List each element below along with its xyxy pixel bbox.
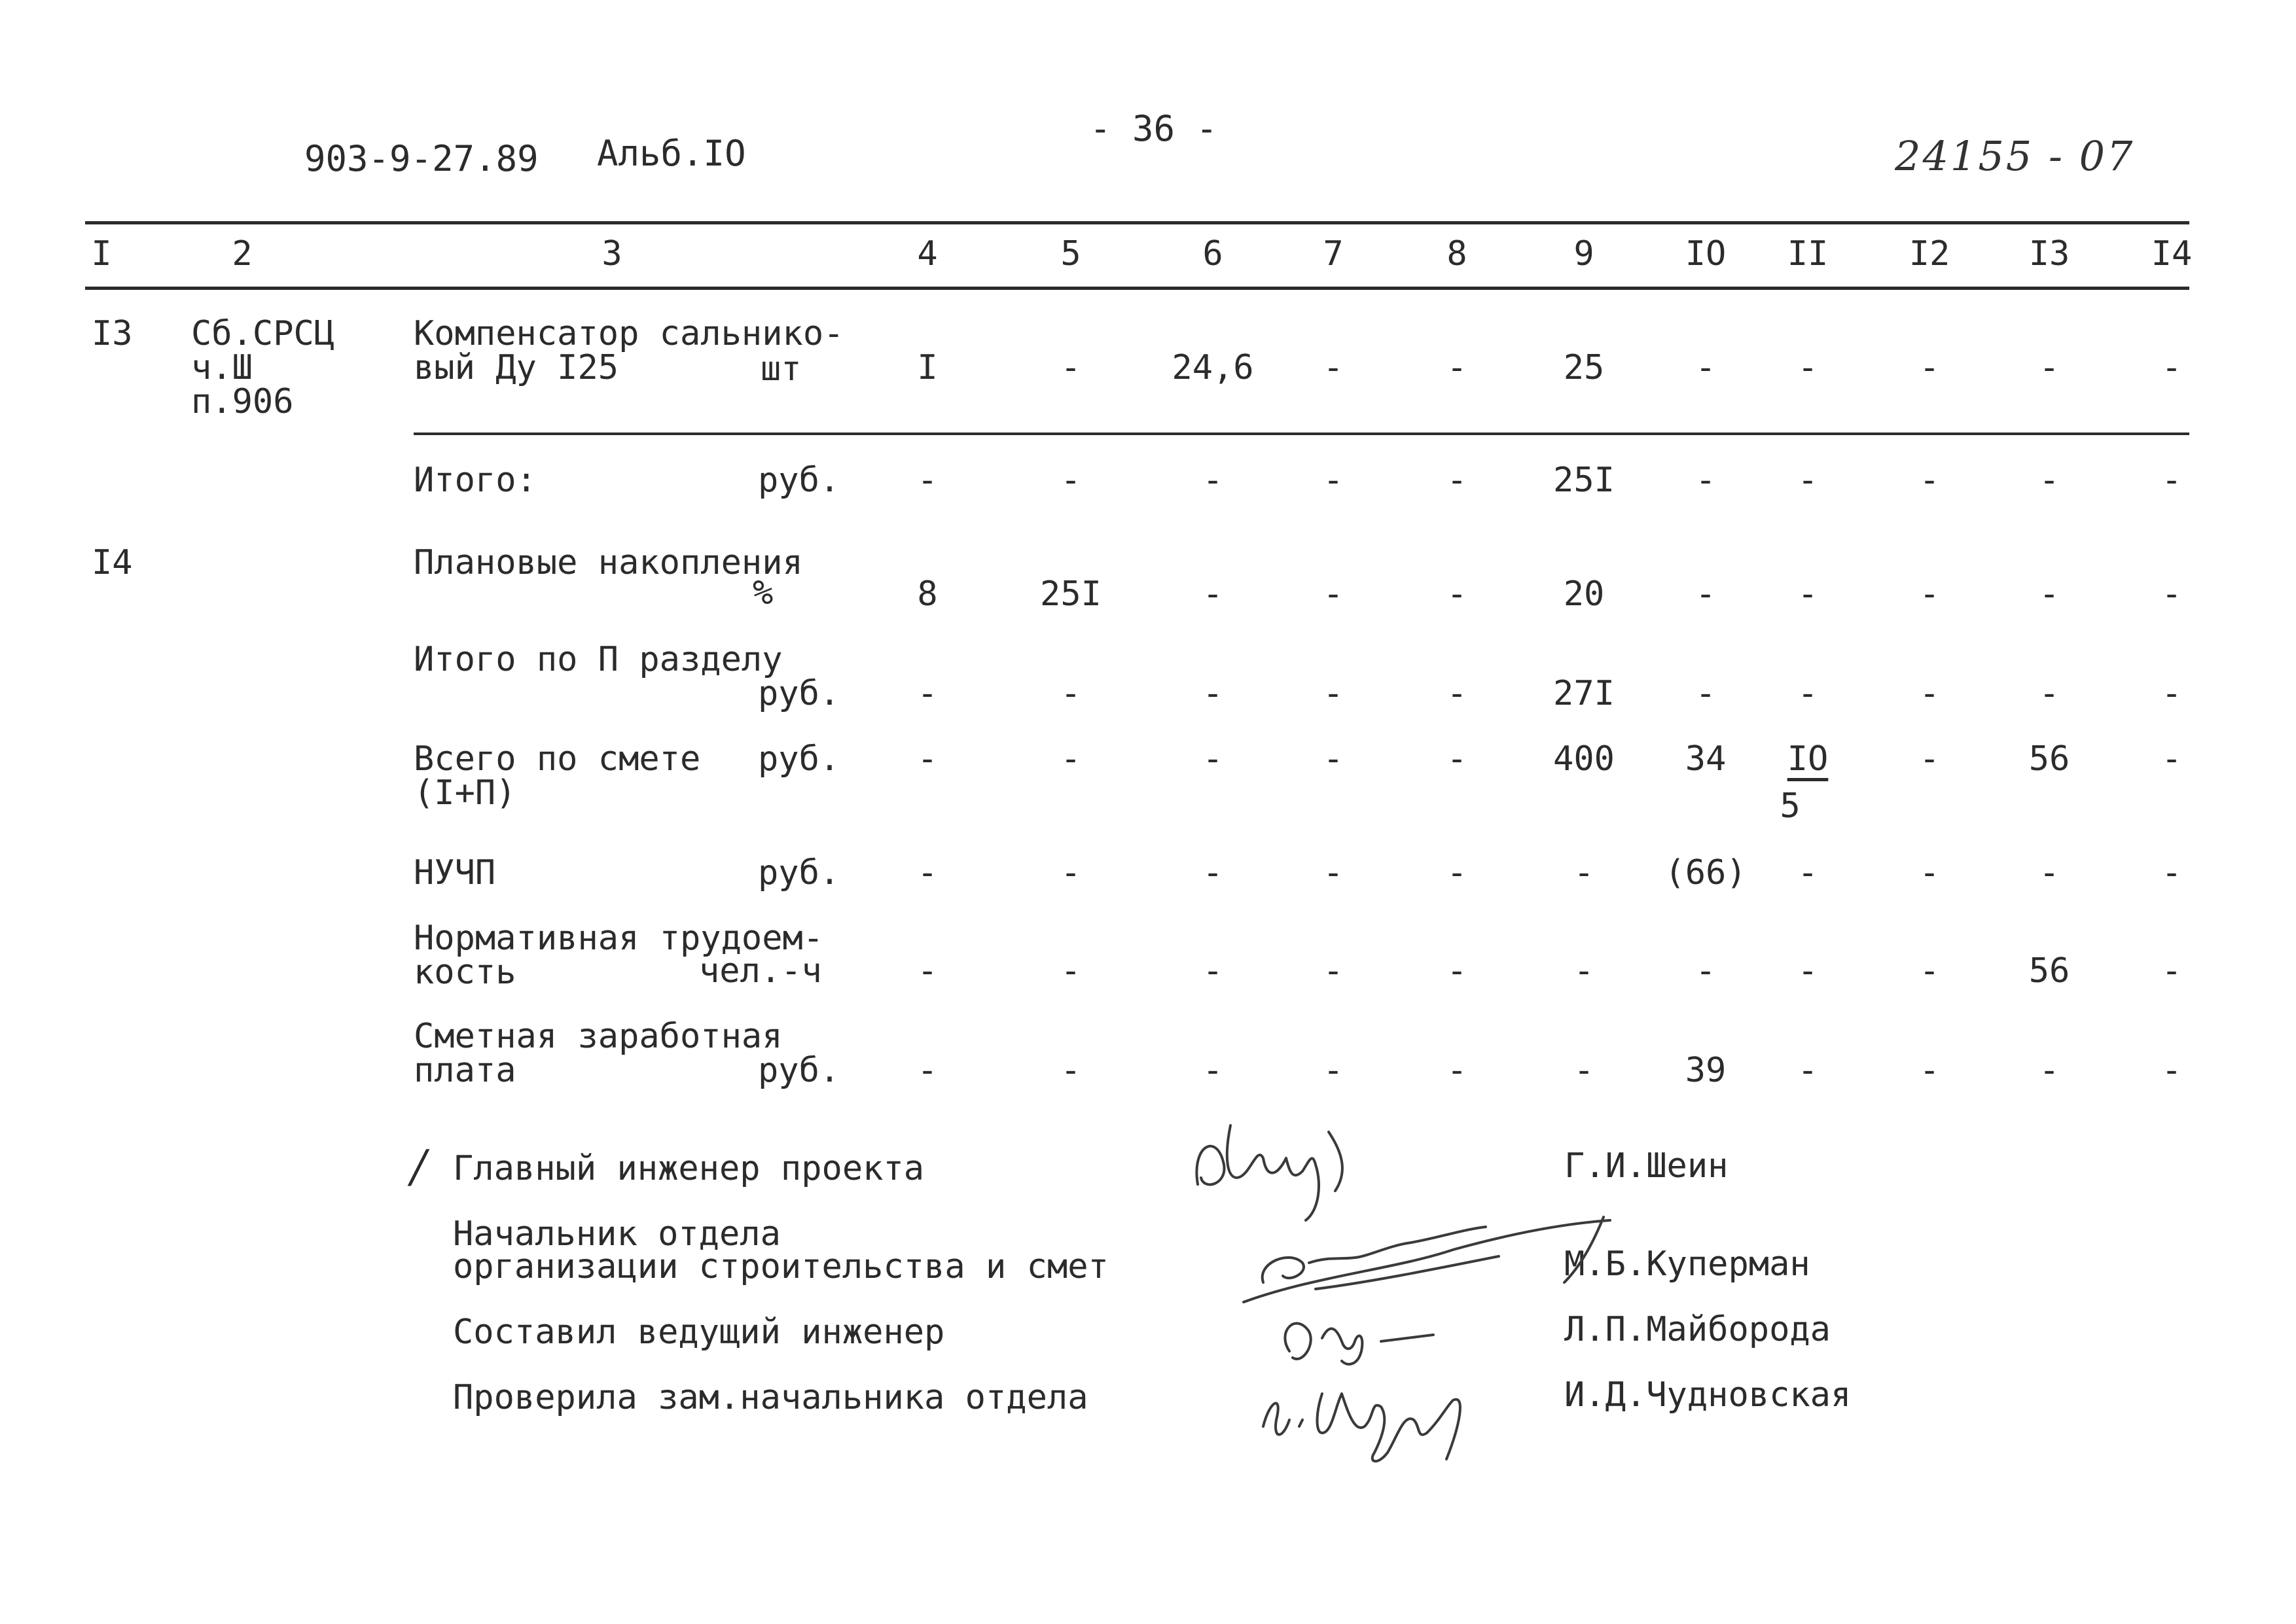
column-header: 5 <box>1060 234 1081 274</box>
column-header: 3 <box>601 234 622 274</box>
value-cell: - <box>1919 461 1940 500</box>
value-cell: (66) <box>1664 853 1747 892</box>
value-cell: - <box>1446 348 1467 387</box>
value-cell: - <box>2039 674 2060 713</box>
value-cell: - <box>1919 674 1940 713</box>
value-cell: I <box>917 348 938 387</box>
column-header: 9 <box>1573 234 1594 274</box>
value-cell: - <box>1060 1051 1081 1090</box>
header-bottom-rule <box>85 287 2189 290</box>
value-cell: - <box>1202 461 1223 500</box>
value-cell: 25 <box>1563 348 1605 387</box>
value-cell: 56 <box>2028 739 2070 779</box>
unit: шт <box>761 349 802 389</box>
value-cell: - <box>1202 674 1223 713</box>
signature-mark: / <box>411 1141 426 1193</box>
column-header: I4 <box>2151 234 2193 274</box>
value-cell: 56 <box>2028 951 2070 991</box>
value-cell: - <box>1060 461 1081 500</box>
value-cell: - <box>1797 853 1818 892</box>
item-name-cont: вый Ду I25 <box>414 348 619 387</box>
value-cell: 20 <box>1563 574 1605 614</box>
section-total-label: Итого по П разделу <box>414 640 783 679</box>
unit: % <box>753 573 774 612</box>
value-cell: - <box>1060 674 1081 713</box>
signature-title: Главный инженер проекта <box>453 1149 925 1188</box>
value-cell: - <box>1573 951 1594 991</box>
reference-part: ч.Ш <box>191 348 253 387</box>
value-cell: - <box>2039 1051 2060 1090</box>
value-cell: - <box>917 739 938 779</box>
value-cell: - <box>1446 1051 1467 1090</box>
total-label: Итого: <box>414 461 537 500</box>
value-cell: - <box>2161 574 2182 614</box>
row-number: I4 <box>92 543 133 582</box>
grand-total-label-cont: (I+П) <box>414 773 516 813</box>
value-cell: - <box>1446 461 1467 500</box>
labor-label-cont: кость <box>414 953 516 992</box>
signature-title: Начальник отдела <box>453 1214 781 1254</box>
value-cell: - <box>1202 951 1223 991</box>
value-cell: - <box>1695 461 1716 500</box>
document-code: 903-9-27.89 <box>304 138 539 179</box>
value-cell: - <box>1797 674 1818 713</box>
value-cell: - <box>1446 739 1467 779</box>
table-top-rule <box>85 221 2189 224</box>
value-cell: - <box>1323 853 1344 892</box>
value-cell: - <box>1573 853 1594 892</box>
value-cell: 400 <box>1553 739 1615 779</box>
value-cell: - <box>2161 674 2182 713</box>
signature-title: Проверила зам.начальника отдела <box>453 1378 1088 1417</box>
value-cell: - <box>917 1051 938 1090</box>
value-cell: IO <box>1787 739 1829 779</box>
value-cell: - <box>1695 951 1716 991</box>
value-cell: - <box>2161 461 2182 500</box>
value-cell: - <box>1797 461 1818 500</box>
value-cell: 34 <box>1685 739 1727 779</box>
column-header: 7 <box>1323 234 1344 274</box>
value-cell: - <box>1446 853 1467 892</box>
value-cell: - <box>2161 739 2182 779</box>
inventory-number: 24155 - 07 <box>1895 132 2135 180</box>
column-header: I3 <box>2028 234 2070 274</box>
value-cell: - <box>1919 951 1940 991</box>
column-header: I <box>91 234 112 274</box>
row-number: I3 <box>92 314 133 353</box>
unit: чел.-ч <box>699 951 822 991</box>
nuchp-label: НУЧП <box>414 853 496 892</box>
signature-title: Составил ведущий инженер <box>453 1313 945 1352</box>
value-cell: - <box>1446 674 1467 713</box>
value-cell: - <box>1919 853 1940 892</box>
unit: руб. <box>758 853 840 892</box>
value-cell: - <box>1202 739 1223 779</box>
value-cell: 8 <box>917 574 938 614</box>
value-cell: - <box>1446 951 1467 991</box>
value-cell: - <box>1323 348 1344 387</box>
value-cell: - <box>1919 348 1940 387</box>
value-cell: 27I <box>1553 674 1615 713</box>
value-cell: - <box>1060 739 1081 779</box>
value-cell: 39 <box>1685 1051 1727 1090</box>
column-header: 4 <box>917 234 938 274</box>
value-cell: - <box>1446 574 1467 614</box>
value-cell: - <box>2161 853 2182 892</box>
signature-person: Л.П.Майборода <box>1564 1310 1831 1349</box>
value-cell: 25I <box>1553 461 1615 500</box>
value-cell: 24,6 <box>1172 348 1254 387</box>
unit: руб. <box>758 739 840 779</box>
value-cell: - <box>2161 348 2182 387</box>
column-header: 2 <box>232 234 253 274</box>
value-cell: - <box>1060 853 1081 892</box>
value-cell: - <box>1573 1051 1594 1090</box>
value-cell: - <box>1919 739 1940 779</box>
reference-code: Сб.СРСЦ <box>191 314 335 353</box>
wages-label-cont: плата <box>414 1051 516 1090</box>
value-cell: - <box>1323 1051 1344 1090</box>
value-cell: - <box>1695 674 1716 713</box>
wages-label: Сметная заработная <box>414 1017 783 1056</box>
album-number: Альб.IO <box>597 133 746 174</box>
value-cell: - <box>1060 348 1081 387</box>
signature-scribble-chudnovskaya <box>1250 1354 1512 1472</box>
value-cell: - <box>2161 951 2182 991</box>
value-cell: - <box>1797 1051 1818 1090</box>
item-name: Компенсатор сальнико- <box>414 314 844 353</box>
value-cell: - <box>2039 853 2060 892</box>
value-cell: - <box>1202 574 1223 614</box>
value-cell: - <box>1695 574 1716 614</box>
unit: руб. <box>758 1051 840 1090</box>
value-cell: - <box>917 674 938 713</box>
value-cell: - <box>1797 951 1818 991</box>
page-number: - 36 - <box>1090 108 1218 149</box>
value-cell: - <box>1323 739 1344 779</box>
value-cell: - <box>1919 574 1940 614</box>
item-name: Плановые накопления <box>414 543 803 582</box>
fraction-denominator: 5 <box>1780 786 1801 826</box>
value-cell: - <box>1919 1051 1940 1090</box>
value-cell: - <box>1323 574 1344 614</box>
column-header: IO <box>1685 234 1727 274</box>
column-header: 8 <box>1446 234 1467 274</box>
column-header: I2 <box>1909 234 1950 274</box>
value-cell: 25I <box>1040 574 1102 614</box>
value-cell: - <box>1202 853 1223 892</box>
signature-person: М.Б.Куперман <box>1564 1244 1810 1284</box>
value-cell: - <box>917 853 938 892</box>
value-cell: - <box>1323 461 1344 500</box>
labor-label: Нормативная трудоем- <box>414 919 824 958</box>
reference-item: п.906 <box>191 382 294 421</box>
signature-title-cont: организации строительства и смет <box>453 1247 1109 1286</box>
signature-person: Г.И.Шеин <box>1564 1146 1729 1186</box>
value-cell: - <box>1695 348 1716 387</box>
value-cell: - <box>2039 574 2060 614</box>
unit: руб. <box>758 674 840 713</box>
row13-bottom-rule <box>414 432 2189 435</box>
value-cell: - <box>1202 1051 1223 1090</box>
value-cell: - <box>2161 1051 2182 1090</box>
unit: руб. <box>758 461 840 500</box>
grand-total-label: Всего по смете <box>414 739 701 779</box>
value-cell: - <box>1323 674 1344 713</box>
value-cell: - <box>1323 951 1344 991</box>
value-cell: - <box>917 461 938 500</box>
value-cell: - <box>1797 348 1818 387</box>
value-cell: - <box>1797 574 1818 614</box>
value-cell: - <box>1060 951 1081 991</box>
column-header: 6 <box>1202 234 1223 274</box>
value-cell: - <box>2039 461 2060 500</box>
value-cell: - <box>917 951 938 991</box>
column-header: II <box>1787 234 1829 274</box>
value-cell: - <box>2039 348 2060 387</box>
signature-person: И.Д.Чудновская <box>1564 1375 1852 1415</box>
